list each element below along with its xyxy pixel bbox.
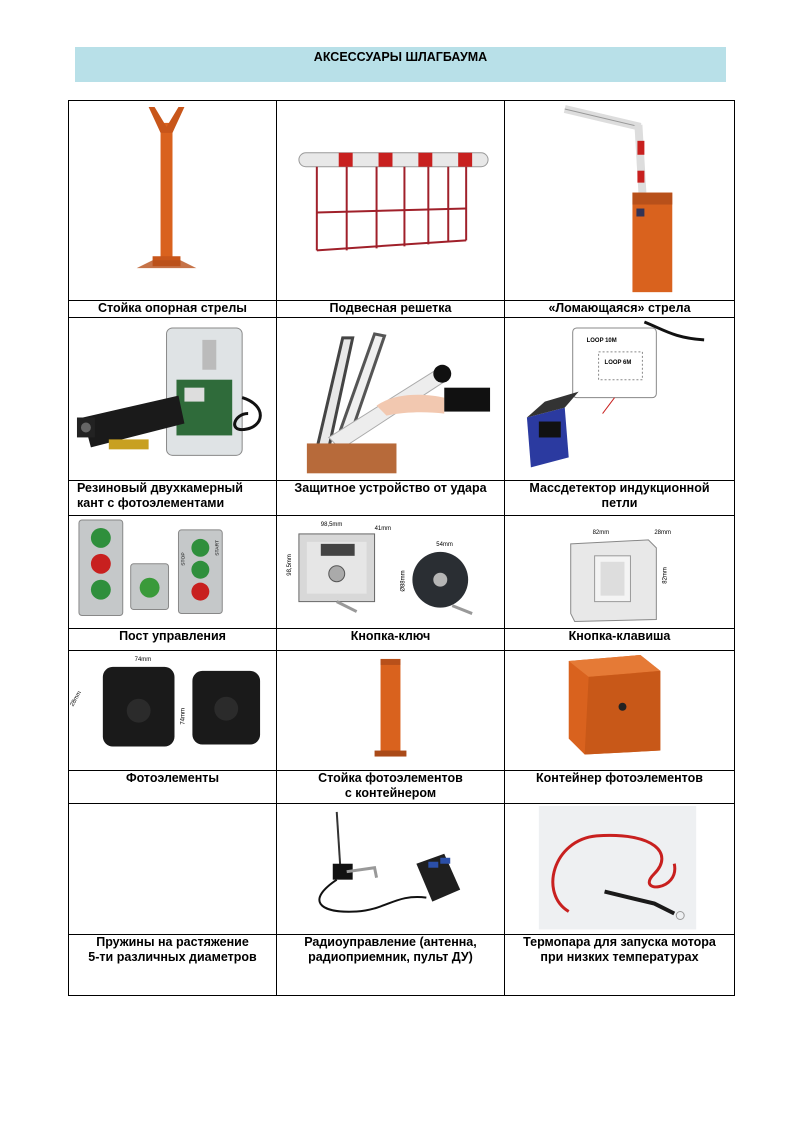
- accessories-table: [68, 100, 735, 996]
- image-cell: [69, 650, 277, 770]
- image-cell: [277, 650, 505, 770]
- item-caption: Кнопка-ключ: [350, 628, 431, 643]
- lock-height-label: Ø88mm: [400, 570, 407, 593]
- table-row: [69, 650, 735, 770]
- item-caption-line: при низких температурах: [540, 949, 699, 964]
- caption-cell: [69, 934, 277, 995]
- caption-cell: [505, 301, 735, 318]
- photocell-post-image: [277, 651, 504, 770]
- page-title-banner: [75, 47, 726, 82]
- table-row: [69, 804, 735, 934]
- photo-width-label: 74mm: [134, 656, 152, 663]
- control-station-image: [69, 516, 276, 627]
- caption-cell: [277, 934, 505, 995]
- item-caption-line: с контейнером: [344, 786, 437, 801]
- caption-cell: [277, 481, 505, 516]
- loop6-label: LOOP 6M: [604, 359, 632, 366]
- item-caption-line: Резиновый двухкамерный: [77, 481, 243, 496]
- loop10-label: LOOP 10M: [586, 338, 617, 345]
- item-caption: Фотоэлементы: [125, 771, 220, 786]
- hanging-grille-image: [277, 101, 504, 300]
- item-caption-line: радиоприемник, пульт ДУ): [308, 949, 473, 964]
- start-label: START: [215, 540, 221, 557]
- rubber-edge-image: [69, 318, 276, 480]
- table-row: [69, 481, 735, 516]
- image-cell: [277, 101, 505, 301]
- image-cell: [69, 101, 277, 301]
- item-caption: Пост управления: [119, 628, 226, 643]
- item-caption: Стойка опорная стрелы: [98, 301, 247, 316]
- image-cell: [505, 804, 735, 934]
- caption-cell: [69, 481, 277, 516]
- image-cell: [277, 318, 505, 481]
- table-row: [69, 516, 735, 629]
- image-cell: [505, 650, 735, 770]
- caption-cell: [69, 628, 277, 650]
- table-row: [69, 771, 735, 804]
- caption-cell: [277, 771, 505, 804]
- item-caption-line: Стойка фотоэлементов: [318, 771, 463, 786]
- key-width-label: 98,5mm: [320, 522, 343, 529]
- item-caption-line: Массдетектор индукционной: [529, 481, 710, 496]
- caption-cell: [505, 628, 735, 650]
- item-caption-line: кант с фотоэлементами: [77, 496, 225, 511]
- image-cell: [505, 318, 735, 481]
- image-cell: [69, 804, 277, 934]
- item-caption-line: Термопара для запуска мотора: [523, 934, 716, 949]
- item-caption-line: 5-ти различных диаметров: [88, 949, 257, 964]
- table-row: [69, 628, 735, 650]
- item-caption-line: Радиоуправление (антенна,: [304, 934, 477, 949]
- switch-height-label: 82mm: [662, 567, 669, 585]
- loop-detector-image: [505, 318, 734, 480]
- photocells-image: [69, 651, 276, 770]
- image-cell: [277, 804, 505, 934]
- radio-control-image: [277, 804, 504, 933]
- boom-support-post-image: [69, 101, 276, 300]
- switch-width-label: 82mm: [592, 530, 610, 537]
- photocell-container-image: [505, 651, 734, 770]
- table-row: [69, 934, 735, 995]
- image-cell: [69, 516, 277, 629]
- table-row: [69, 301, 735, 318]
- thermocouple-image: [505, 804, 734, 933]
- caption-cell: [505, 934, 735, 995]
- item-caption: Защитное устройство от удара: [294, 481, 487, 496]
- page-title: АКСЕССУАРЫ ШЛАГБАУМА: [313, 50, 488, 64]
- caption-cell: [277, 301, 505, 318]
- photo-depth-label: 28mm: [69, 690, 84, 708]
- lock-depth-label: 54mm: [436, 542, 453, 549]
- item-caption-line: Пружины на растяжение: [96, 934, 249, 949]
- table-row: [69, 318, 735, 481]
- impact-protection-image: [277, 318, 504, 480]
- folding-boom-image: [505, 101, 734, 300]
- item-caption: «Ломающаяся» стрела: [548, 301, 691, 316]
- caption-cell: [69, 301, 277, 318]
- image-cell: [505, 516, 735, 629]
- push-switch-image: [505, 516, 734, 628]
- switch-depth-label: 28mm: [654, 530, 671, 537]
- image-cell: [277, 516, 505, 629]
- caption-cell: [505, 481, 735, 516]
- key-depth-label: 41mm: [374, 526, 392, 533]
- caption-cell: [277, 628, 505, 650]
- caption-cell: [69, 771, 277, 804]
- item-caption-line: петли: [601, 496, 638, 511]
- stop-label: STOP: [181, 552, 187, 567]
- key-height-label: 98,5mm: [286, 554, 293, 577]
- item-caption: Подвесная решетка: [329, 301, 452, 316]
- item-caption: Кнопка-клавиша: [568, 628, 671, 643]
- table-row: [69, 101, 735, 301]
- key-switch-image: [277, 516, 504, 628]
- photo-height-label: 74mm: [180, 707, 187, 725]
- image-cell: [69, 318, 277, 481]
- item-caption: Контейнер фотоэлементов: [536, 771, 703, 786]
- caption-cell: [505, 771, 735, 804]
- image-cell: [505, 101, 735, 301]
